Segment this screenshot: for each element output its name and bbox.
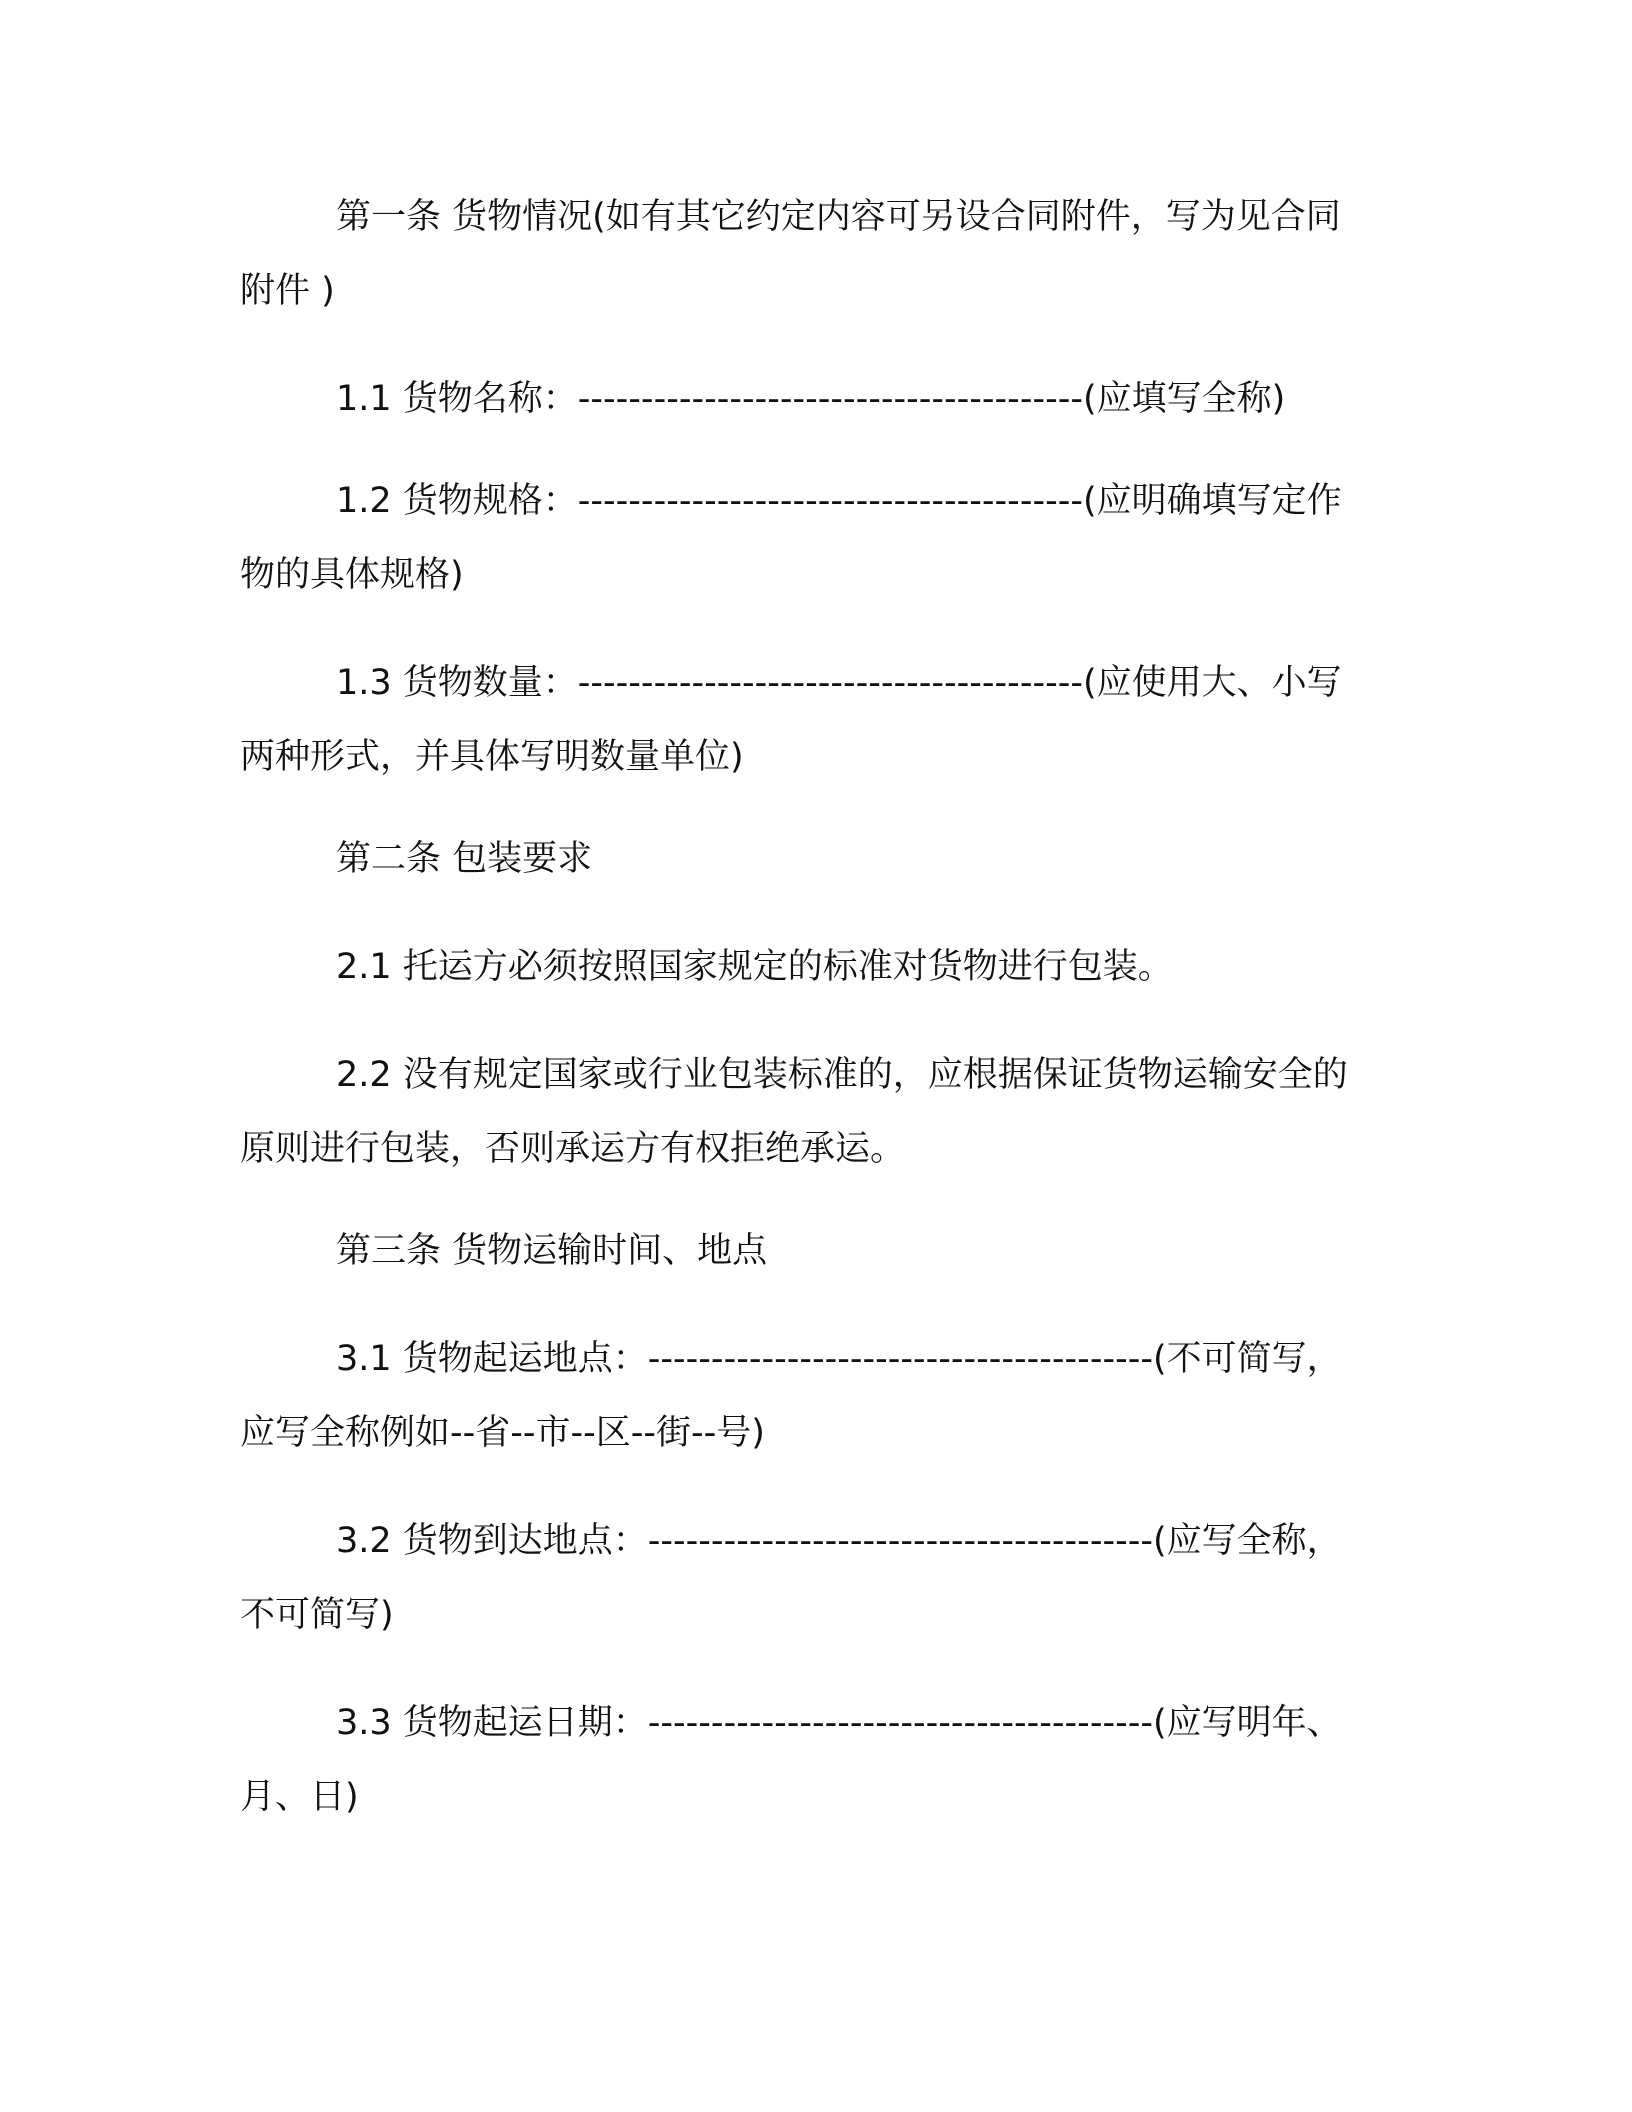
- clause-1-1: 1.1 货物名称：----------------------------------------(应填写全称): [336, 379, 1286, 419]
- clause-1-3: 1.3 货物数量：----------------------------------------(应使用大、小写两种形式，并具体写明数量单位): [240, 663, 1342, 777]
- document-body: [240, 180, 1360, 1834]
- clause-3-1: 3.1 货物起运地点：----------------------------------------(不可简写，应写全称例如--省--市--区--街--号): [240, 1339, 1342, 1453]
- clause-2-heading: 第二条 包装要求: [336, 839, 593, 879]
- clause-1-heading: 第一条 货物情况(如有其它约定内容可另设合同附件，写为见合同附件 ): [240, 197, 1341, 311]
- clause-3-3: 3.3 货物起运日期：----------------------------------------(应写明年、月、日): [240, 1703, 1342, 1817]
- clause-2-1: 2.1 托运方必须按照国家规定的标准对货物进行包装。: [336, 947, 1173, 987]
- clause-1-2: 1.2 货物规格：----------------------------------------(应明确填写定作物的具体规格): [240, 481, 1342, 595]
- clause-3-2: 3.2 货物到达地点：----------------------------------------(应写全称，不可简写): [240, 1521, 1342, 1635]
- clause-2-2: 2.2 没有规定国家或行业包装标准的，应根据保证货物运输安全的原则进行包装，否则承运方有权拒绝承运。: [240, 1055, 1348, 1169]
- clause-3-heading: 第三条 货物运输时间、地点: [336, 1231, 768, 1271]
